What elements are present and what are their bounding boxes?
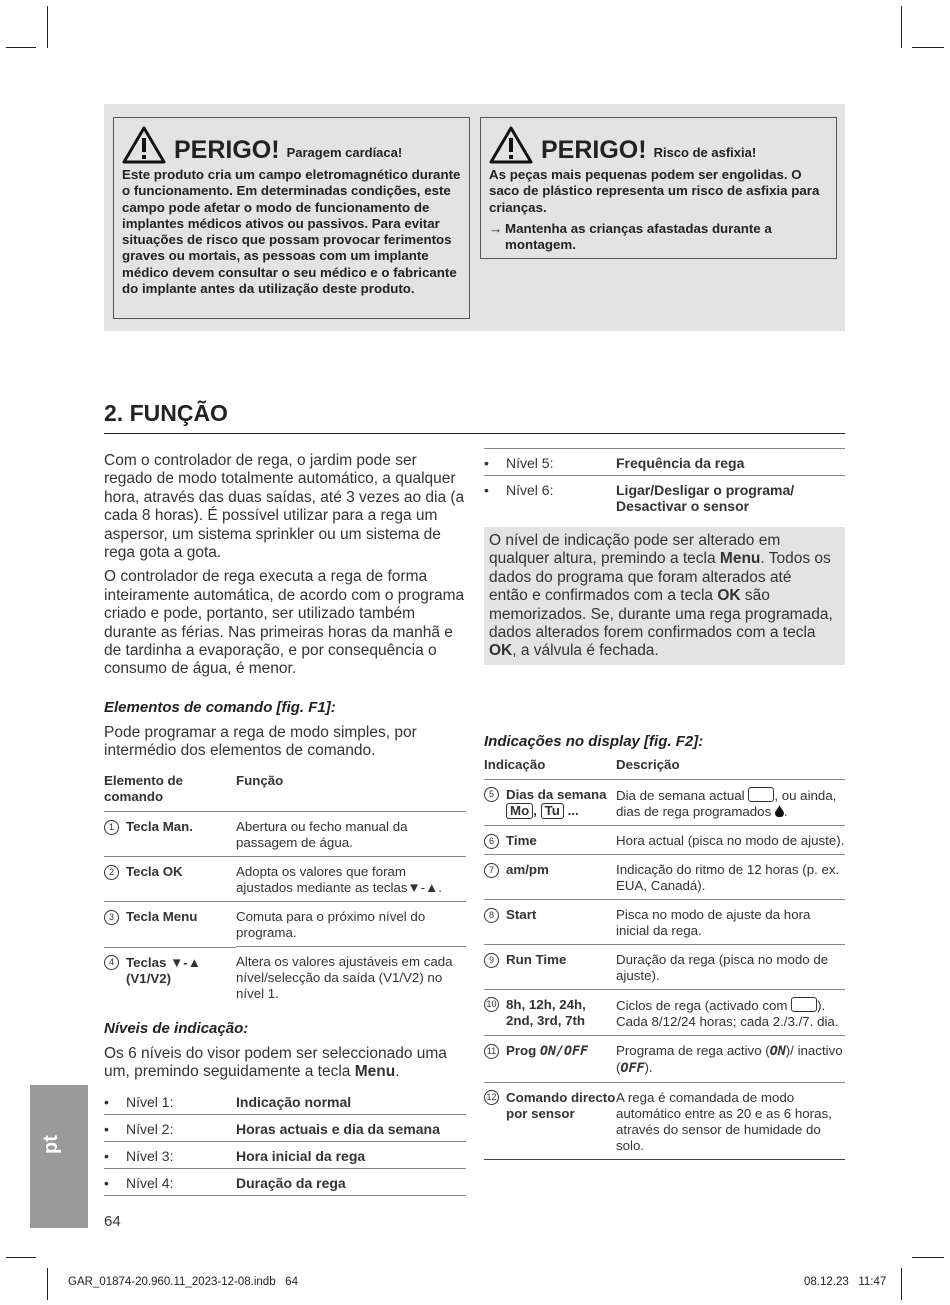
item-name: Time [506, 832, 537, 848]
levels-text [104, 1045, 466, 1082]
warning-triangle-icon [122, 126, 166, 164]
item-desc: Duração da rega (pisca no modo de ajuste). [616, 944, 845, 989]
intro-paragraph: Com o controlador de rega, o jardim pode ser regado de modo totalmente automático, a qualquer hora, através das duas saídas, até 3 vezes ao dia (a cada 8 horas). É possível utilizar para a rega um aspersor, um sistema sprinkler ou um sistema de rega gota a gota. [104, 452, 465, 562]
item-desc: Comuta para o próximo nível do programa. [236, 902, 466, 947]
table-row [104, 947, 466, 1008]
item-number: 2 [104, 865, 119, 880]
list-item: • Nível 5: Frequência da rega [484, 449, 845, 476]
table-row [484, 989, 845, 1035]
indicator-box-icon [791, 997, 817, 1012]
footer-left: GAR_01874-20.960.11_2023-12-08.indb 64 [68, 1276, 298, 1288]
table-row [104, 812, 466, 857]
crop-mark [912, 1257, 944, 1258]
item-number: 4 [104, 955, 119, 970]
warning-text: Este produto cria um campo eletromagnético durante o funcionamento. Em determinadas condições, este campo pode afetar o modo de funcionamento de implantes médicos ativos ou passivos. Para evitar situações de risco que possam provocar ferimentos graves ou mortais, as pessoas com um implante médico devem consultar o seu médico e o fabricante do implante antes da utilização deste produto. [122, 167, 461, 297]
note-key: OK [489, 642, 513, 660]
table-row [484, 1035, 845, 1082]
levels-list [104, 1088, 466, 1196]
level-label: Nível 5: [506, 449, 616, 476]
table-row [484, 899, 845, 944]
item-desc: Hora actual (pisca no modo de ajuste). [616, 825, 845, 854]
col-header: Indicação [484, 757, 546, 772]
item-number: 7 [484, 863, 499, 878]
col-header: Função [236, 773, 284, 788]
item-name: Teclas ▼-▲ (V1/V2) [126, 954, 201, 986]
level-label: Nível 2: [126, 1115, 236, 1142]
item-number: 1 [104, 820, 119, 835]
level-value: Ligar/Desligar o programa/ Desactivar o sensor [616, 482, 795, 514]
warning-box-cardiac [113, 117, 470, 319]
day-key-tu: Tu [541, 803, 564, 819]
item-number: 5 [484, 787, 499, 802]
warning-subtitle: Paragem cardíaca! [286, 145, 403, 160]
item-name: 8h, 12h, 24h, 2nd, 3rd, 7th [506, 997, 586, 1028]
level-label: Nível 1: [126, 1088, 236, 1115]
item-desc: Adopta os valores que foram ajustados mediante as teclas▼-▲. [236, 857, 466, 902]
list-item: • Nível 1: Indicação normal [104, 1088, 466, 1115]
item-name: Prog [506, 1042, 540, 1058]
item-number: 6 [484, 834, 499, 849]
table-row [484, 854, 845, 899]
warning-action: Mantenha as crianças afastadas durante a montagem. [505, 220, 772, 253]
display-heading: Indicações no display [fig. F2]: [484, 733, 704, 750]
warning-box-asphyxia [480, 117, 837, 259]
item-number: 11 [484, 1044, 499, 1059]
item-number: 8 [484, 908, 499, 923]
warning-text: As peças mais pequenas podem ser engolidas. O saco de plástico representa um risco de asfixia para crianças. [489, 167, 820, 215]
table-row [104, 902, 466, 947]
item-name: Tecla OK [126, 864, 183, 879]
water-drop-icon [775, 805, 784, 817]
page-number: 64 [104, 1213, 121, 1230]
item-desc: Pisca no modo de ajuste da hora inicial da rega. [616, 899, 845, 944]
item-name: Tecla Man. [126, 819, 193, 834]
section-title: 2. FUNÇÃO [104, 400, 228, 426]
note-key: OK [717, 587, 741, 605]
table-row [484, 944, 845, 989]
item-desc: ). [644, 1059, 653, 1075]
level-value: Duração da rega [236, 1169, 466, 1196]
intro-text [104, 452, 469, 685]
table-row [104, 857, 466, 902]
lcd-on: ON [769, 1043, 786, 1059]
warning-title: PERIGO! [541, 136, 647, 164]
note-part: são memorizados. Se, durante uma rega programada, dados alterados forem confirmados com a tecla [489, 587, 833, 642]
level-value: Horas actuais e dia da semana [236, 1115, 466, 1142]
day-key-mo: Mo [506, 803, 533, 819]
col-header: Elemento de comando [104, 773, 184, 804]
item-desc: Dia de semana actual [616, 787, 749, 803]
crop-mark [47, 6, 48, 48]
level-value: Indicação normal [236, 1088, 466, 1115]
level-label: Nível 4: [126, 1169, 236, 1196]
item-desc: Altera os valores ajustáveis em cada nível/selecção da saída (V1/V2) no nível 1. [236, 947, 466, 1008]
crop-mark [901, 1268, 902, 1300]
levels-heading: Níveis de indicação: [104, 1020, 249, 1037]
lcd-off: OFF [620, 1060, 645, 1076]
arrow-right-icon: → [489, 220, 503, 236]
table-row [484, 1082, 845, 1159]
note-part: , a válvula é fechada. [512, 642, 659, 660]
item-desc: , ou ainda, dias de rega programados [616, 787, 837, 819]
controls-heading: Elementos de comando [fig. F1]: [104, 699, 336, 716]
levels-list-continued [484, 448, 845, 518]
note-key: Menu [719, 550, 761, 568]
note-part: O nível de indicação pode ser alterado em qualquer altura, premindo a tecla [489, 532, 781, 568]
note-part: . Todos os dados do programa que foram alterados até então e confirmados com a tecla [489, 550, 831, 605]
list-item: • Nível 3: Hora inicial da rega [104, 1142, 466, 1169]
item-name: Tecla Menu [126, 909, 198, 924]
warning-triangle-icon [489, 126, 533, 164]
lcd-on-off: ON/OFF [539, 1043, 589, 1059]
item-number: 3 [104, 910, 119, 925]
intro-paragraph: O controlador de rega executa a rega de forma inteiramente automática, de acordo com o programa criado e pode, portanto, ser utilizado também durante as férias. Nas primeiras horas da manhã e de tardinha a evaporação, e por consequência o consumo de água, é menor. [104, 568, 465, 678]
crop-mark [47, 1268, 48, 1300]
note-text [489, 532, 834, 661]
controls-table [104, 773, 466, 1007]
crop-mark [6, 47, 36, 48]
list-item: • Nível 2: Horas actuais e dia da semana [104, 1115, 466, 1142]
item-desc: ). Cada 8/12/24 horas; cada 2./3./7. dia. [616, 997, 839, 1029]
footer-right: 08.12.23 11:47 [804, 1276, 887, 1288]
item-number: 12 [484, 1090, 499, 1105]
language-tab [30, 1085, 88, 1228]
warning-subtitle: Risco de asfixia! [653, 145, 757, 160]
indicator-box-icon [748, 787, 774, 802]
list-item: • Nível 4: Duração da rega [104, 1169, 466, 1196]
item-desc: A rega é comandada de modo automático entre as 20 e as 6 horas, através do sensor de humidade do solo. [616, 1082, 845, 1159]
item-desc: Indicação do ritmo de 12 horas (p. ex. EUA, Canadá). [616, 854, 845, 899]
level-value: Frequência da rega [616, 449, 845, 476]
item-name: Comando directo por sensor [506, 1090, 616, 1121]
item-name: Start [506, 906, 537, 922]
item-number: 10 [484, 997, 499, 1012]
level-label: Nível 3: [126, 1142, 236, 1169]
menu-key-label: Menu [354, 1063, 396, 1081]
levels-text-part: . [395, 1063, 400, 1081]
table-row: 5 Dias da semana Mo , Tu ... Dia de semana actual , ou ainda, dias de rega programados . [484, 779, 845, 825]
list-item: • Nível 6: Ligar/Desligar o programa/ Desactivar o sensor [484, 476, 845, 519]
item-desc: Programa de rega activo ( [616, 1042, 770, 1058]
display-table [484, 757, 845, 1160]
ellipsis: ... [567, 803, 579, 818]
crop-mark [912, 47, 944, 48]
item-desc: . [783, 803, 788, 819]
levels-text-part: Os 6 níveis do visor podem ser seleccionado uma um, premindo seguidamente a tecla [104, 1045, 447, 1081]
item-name: Dias da semana [506, 787, 607, 802]
table-row [484, 825, 845, 854]
warning-title: PERIGO! [174, 136, 280, 164]
crop-mark [6, 1257, 36, 1258]
item-desc: Ciclos de rega (activado com [616, 997, 792, 1013]
col-header: Descrição [616, 757, 680, 772]
item-name: Run Time [506, 951, 567, 967]
level-label: Nível 6: [506, 482, 554, 498]
item-name: am/pm [506, 861, 549, 877]
item-desc: Abertura ou fecho manual da passagem de água. [236, 812, 466, 857]
section-rule [104, 433, 845, 434]
language-tab-label: pt [39, 1135, 62, 1154]
level-value: Hora inicial da rega [236, 1142, 466, 1169]
crop-mark [901, 6, 902, 48]
item-number: 9 [484, 953, 499, 968]
controls-text: Pode programar a rega de modo simples, por intermédio dos elementos de comando. [104, 724, 417, 760]
item-desc: )/ inactivo ( [616, 1042, 843, 1075]
